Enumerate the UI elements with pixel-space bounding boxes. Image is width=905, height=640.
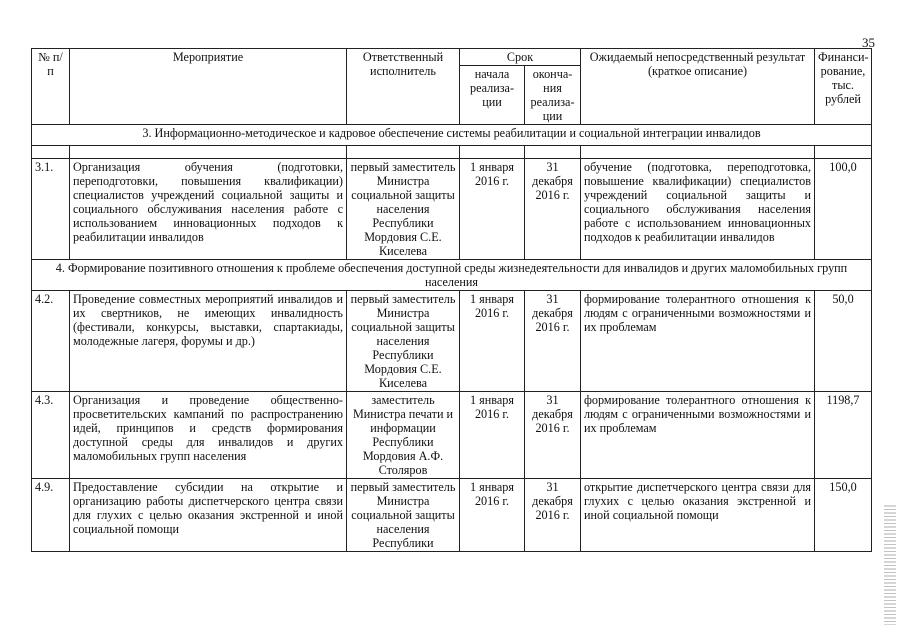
row-activity: Организация и проведение общественно-просветительских кампаний по распространению идей, принципов и средств формирования доступной среды для инвалидов и других маломобильных групп населения: [70, 392, 347, 479]
header-responsible: Ответственный исполнитель: [347, 49, 460, 125]
row-end: 31 декабря 2016 г.: [525, 392, 581, 479]
page-number: 35: [862, 35, 875, 50]
row-finance: 150,0: [815, 479, 872, 552]
row-activity: Организация обучения (подготовки, переподготовки, повышения квалификации) специалистов учреждений социальной защиты и социального обслуживания населения работе с использованием инновационных подходов к реабилитации инвалидов: [70, 159, 347, 260]
table-row-spacer: [32, 146, 872, 159]
header-row: [32, 49, 872, 66]
section-heading: 3. Информационно-методическое и кадровое обеспечение системы реабилитации и социальной интеграции инвалидов: [32, 125, 872, 146]
row-result: формирование толерантного отношения к людям с ограниченными возможностями и их проблемам: [581, 291, 815, 392]
row-activity: Проведение совместных мероприятий инвалидов и их свертников, не имеющих инвалидность (фестивали, конкурсы, выставки, спартакиады, молодежные лагеря, форумы и др.): [70, 291, 347, 392]
row-result: открытие диспетчерского центра связи для глухих с целью оказания экстренной и иной социальной помощи: [581, 479, 815, 552]
row-end: 31 декабря 2016 г.: [525, 159, 581, 260]
measures-table: [31, 48, 872, 552]
row-start: 1 января 2016 г.: [460, 392, 525, 479]
row-num: 3.1.: [32, 159, 70, 260]
header-activity: Мероприятие: [70, 49, 347, 125]
header-finance: Финанси-рование, тыс. рублей: [815, 49, 872, 125]
header-term-end: оконча-ния реализа-ции: [525, 66, 581, 125]
row-result: формирование толерантного отношения к людям с ограниченными возможностями и их проблемам: [581, 392, 815, 479]
header-result: Ожидаемый непосредственный результат (краткое описание): [581, 49, 815, 125]
row-responsible: заместитель Министра печати и информации Республики Мордовия А.Ф. Столяров: [347, 392, 460, 479]
row-num: 4.9.: [32, 479, 70, 552]
table-row: [32, 392, 872, 479]
header-term-start: начала реализа-ции: [460, 66, 525, 125]
table-row: [32, 291, 872, 392]
row-start: 1 января 2016 г.: [460, 291, 525, 392]
row-responsible: первый заместитель Министра социальной защиты населения Республики Мордовия С.Е. Киселева: [347, 291, 460, 392]
row-end: 31 декабря 2016 г.: [525, 479, 581, 552]
section-heading: 4. Формирование позитивного отношения к проблеме обеспечения доступной среды жизнедеятельности для инвалидов и других маломобильных групп населения: [32, 260, 872, 291]
row-finance: 100,0: [815, 159, 872, 260]
row-num: 4.3.: [32, 392, 70, 479]
scan-edge-marks: [884, 505, 896, 625]
row-responsible: первый заместитель Министра социальной защиты населения Республики Мордовия С.Е. Киселева: [347, 159, 460, 260]
row-end: 31 декабря 2016 г.: [525, 291, 581, 392]
row-finance: 1198,7: [815, 392, 872, 479]
row-num: 4.2.: [32, 291, 70, 392]
row-start: 1 января 2016 г.: [460, 159, 525, 260]
table-row: [32, 159, 872, 260]
header-num: № п/п: [32, 49, 70, 125]
row-responsible: первый заместитель Министра социальной защиты населения Республики: [347, 479, 460, 552]
row-activity: Предоставление субсидии на открытие и организацию работы диспетчерского центра связи для глухих с целью оказания экстренной и иной социальной помощи: [70, 479, 347, 552]
row-start: 1 января 2016 г.: [460, 479, 525, 552]
row-finance: 50,0: [815, 291, 872, 392]
row-result: обучение (подготовка, переподготовка, повышение квалификации) специалистов учреждений социальной защиты и социального обслуживания населения работе с использованием инновационных подходов к реабилитации инвалидов: [581, 159, 815, 260]
header-term: Срок: [460, 49, 581, 66]
table-row: [32, 479, 872, 552]
